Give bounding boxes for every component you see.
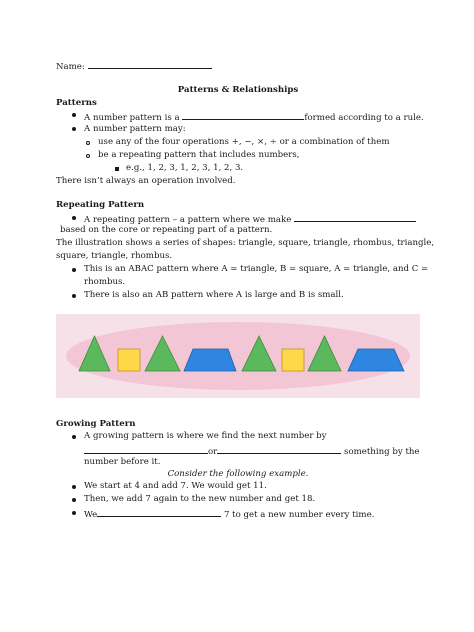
shape-illustration (56, 314, 420, 398)
growing-bullet-4-pre: We (84, 510, 98, 520)
sub-sub-bullet-square (115, 167, 119, 171)
bullet-dot (72, 435, 76, 439)
repeating-bullet-1 (84, 212, 416, 226)
trapezoid-shape (184, 349, 236, 371)
bullet-dot (72, 268, 76, 272)
growing-bullet-3: Then, we add 7 again to the new number and get 18. (84, 494, 316, 504)
repeating-bullet-2-line-2: rhombus. (84, 277, 126, 287)
patterns-sub-bullet-2: be a repeating pattern that includes numbers, (98, 150, 300, 160)
repeating-paragraph-line-2: square, triangle, rhombus. (56, 251, 173, 261)
patterns-note: There isn’t always an operation involved. (56, 176, 236, 186)
sub-bullet-circle (86, 154, 90, 158)
growing-bullet-1-line-3: number before it. (84, 457, 161, 467)
name-blank[interactable] (88, 59, 212, 69)
bullet-dot (72, 485, 76, 489)
trapezoid-shape (348, 349, 404, 371)
blank-growing-operation-2[interactable] (217, 444, 341, 454)
name-label: Name: (56, 62, 85, 72)
patterns-bullet-1-post: formed according to a rule. (304, 113, 424, 123)
patterns-bullet-2: A number pattern may: (84, 124, 186, 134)
bullet-dot (72, 294, 76, 298)
blank-pattern-definition[interactable] (182, 110, 304, 120)
bullet-dot (72, 511, 76, 515)
patterns-heading: Patterns (56, 98, 97, 108)
growing-bullet-2: We start at 4 and add 7. We would get 11. (84, 481, 267, 491)
growing-bullet-1-post: something by the (344, 447, 420, 457)
repeating-heading: Repeating Pattern (56, 200, 145, 210)
growing-or-label: or (208, 447, 218, 457)
blank-growing-action[interactable] (97, 507, 221, 517)
repeating-bullet-2-line-1: This is an ABAC pattern where A = triangle, B = square, A = triangle, and C = (84, 264, 429, 274)
square-shape (282, 349, 304, 371)
repeating-bullet-3: There is also an AB pattern where A is large and B is small. (84, 290, 344, 300)
shape-illustration-svg (56, 314, 420, 398)
patterns-sub-bullet-1: use any of the four operations +, −, ×, ÷ or a combination of them (98, 137, 390, 147)
bullet-dot (72, 216, 76, 220)
patterns-example: e.g., 1, 2, 3, 1, 2, 3, 1, 2, 3. (126, 163, 244, 173)
patterns-bullet-1 (84, 110, 424, 124)
sub-bullet-circle (86, 141, 90, 145)
growing-example-caption: Consider the following example. (167, 469, 309, 479)
page-title: Patterns & Relationships (177, 85, 299, 95)
growing-bullet-1-line-1: A growing pattern is where we find the next number by (84, 431, 327, 441)
patterns-bullet-1-pre: A number pattern is a (84, 113, 180, 123)
repeating-bullet-1-pre: A repeating pattern – a pattern where we make (84, 215, 292, 225)
bullet-dot (72, 113, 76, 117)
bullet-dot (72, 127, 76, 131)
growing-bullet-1-line-2 (84, 444, 420, 458)
blank-repeating-definition[interactable] (294, 212, 416, 222)
bullet-dot (72, 498, 76, 502)
repeating-bullet-1-cont: based on the core or repeating part of a pattern. (60, 225, 273, 235)
growing-bullet-4 (84, 507, 374, 521)
growing-bullet-4-post: 7 to get a new number every time. (223, 510, 375, 520)
name-row (56, 59, 212, 73)
repeating-paragraph-line-1: The illustration shows a series of shapes: triangle, square, triangle, rhombus, triangle, (56, 238, 435, 248)
square-shape (118, 349, 140, 371)
blank-growing-operation-1[interactable] (84, 444, 208, 454)
growing-heading: Growing Pattern (56, 419, 136, 429)
